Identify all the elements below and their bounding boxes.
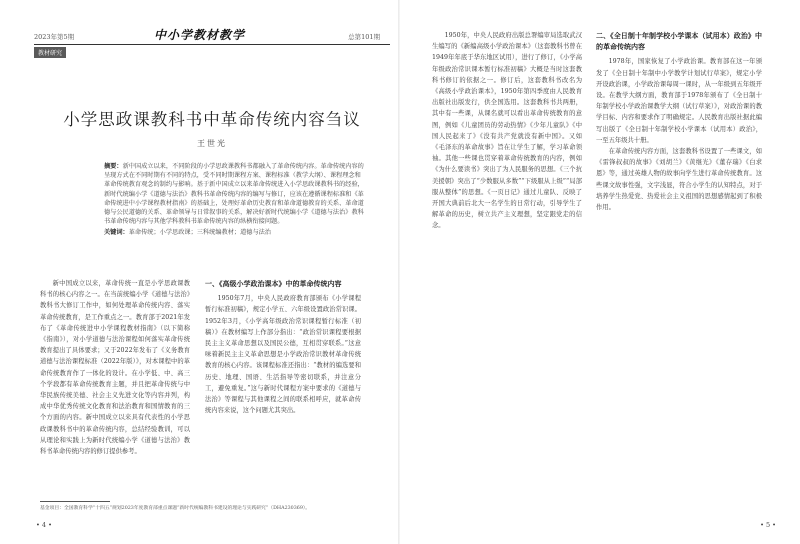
page-number-right: • 5 •	[760, 521, 776, 529]
article-title: 小学思政课教科书中革命传统内容刍议	[63, 110, 361, 129]
abstract-label: 摘要：	[104, 163, 123, 170]
keywords-text: 革命传统；小学思政课；三科统编教材；道德与法治	[128, 229, 272, 237]
right-page	[400, 0, 800, 544]
total-issue-label: 总第101期	[348, 33, 380, 41]
abstract-text: 新中国成立以来，不同阶段的小学思政课教科书都融入了革命传统内容。革命传统内容的呈现方式在不同时期有不同的特点，受不同时期课程方案、课程标准（教学大纲）、课程理念和革命传统教育观念的制约与影响。基于新中国成立以来革命传统进入小学思政课教科书的经验，新时代统编小学《道德与法治》教科书革命传统内容的编写与修订，应该在遵循课程标准和《革命传统进中小学课程教材指南》的基础上，处理好革命历史教育和革命道德教育的关系、革命道德与公民道德的关系、革命领导与日常叙事的关系，解决好新时代统编小学《道德与法治》教科书革命传统内容与其他学科教科书革命传统内容的纵横衔接问题。	[104, 163, 364, 226]
page-number-left: • 4 •	[36, 521, 52, 529]
body-paragraph: 1978年，国家恢复了小学政治课。教育部在这一年颁发了《全日制十年制中小学教学计划试行草案》，规定小学开设政治课，小学政治课每周一课时，从一年级到五年级开设。在教学大纲方面，教育部于1978年颁布了《全日制十年制学校小学政治课教学大纲（试行草案）》，对政治课的教学目标、内容和要求作了明确规定。人民教育出版社据此编写出版了《全日制十年制学校小学课本（试用本）政治》，一至五年级共十册。	[596, 58, 762, 144]
keywords-label: 关键词：	[104, 229, 129, 237]
left-column-1	[40, 278, 190, 457]
body-paragraph: 1950年7月，中央人民政府教育部颁布《小学课程暂行标准初稿》，规定小学五、六年级设置政治常识课。1952年3月，《小学高年级政治常识课程暂行标准（初稿）》在教材编写上作部分指出：“政治常识课程要根据民主主义革命思想以及国民公德，互相贯穿联系。”这意味着新民主主义革命思想是小学政治常识教材革命传统教育的核心内容。该课程标准还指出：“教材的编选要和历史、地理、国语、生活指导等密切联系，并注意分工，避免重复。”这与新时代课程方案中要求的《道德与法治》等课程与其他课程之间的联系相呼应，就革命传统内容来说，这个问题尤其突出。	[205, 295, 361, 415]
article-author: 王世光	[197, 139, 227, 148]
body-paragraph: 1950年，中央人民政府出版总署编审局选取武汉生编写的《新编高级小学政治课本》（这套教科书曾在1949年年底于华东地区试用），进行了修订，《小学高年级政治常识课本暂行标准初稿》大概是当时这套教科书修订的依据之一。修订后，这套教科书改名为《高级小学政治课本》，1950年第四季度由人民教育出版社出版发行，供全国选用。这套教科书共两册，其中有一些课，从课名就可以看出革命传统教育的意图，例如《儿童团员的劳动热情》《少年儿童队》《中国人民起来了》《没有共产党就没有新中国》。又如《毛泽东的革命故事》旨在让学生了解，学习革命领袖。其他一些课也贯穿着革命传统教育的内容，例如《为什么要读书》突出了为人民服务的思想。《三个抗美援朝》突出了“少数服从多数”“下级服从上级”“局部服从整体”的思想。《一页日记》通过儿童队、反映了开国大典前后北大一名学生的日常行动，引导学生了解革命的历史，树立共产主义理想，坚定跟党走的信念。	[432, 32, 582, 230]
journal-logo: 中小学教材教学	[154, 28, 246, 42]
body-paragraph: 新中国成立以来，革命传统一直是小学思政课教科书的核心内容之一。在当前统编小学《道德与法治》教科书大修订工作中，如何处理革命传统内容、落实革命传统教育，是工作重点之一。教育部于2021年发布了《革命传统进中小学课程教材指南》（以下简称《指南》），对小学道德与法治课程如何落实革命传统教育提出了具体要求；又于2022年发布了《义务教育道德与法治课程标准（2022年版）》，对本课程中的革命传统教育作了一体化的设计。在小学低、中、高三个学段都有革命传统教育主题，并且把革命传统与中华民族传统美德、社会主义先进文化等内容并列，构成中华优秀传统文化教育和法治教育和国情教育的三个方面的内容。新中国成立以来具有代表性的小学思政课教科书中的革命传统内容，总结经验教训，可以从理论和实践上为新时代统编小学《道德与法治》教科书革命传统内容的修订提供参考。	[40, 280, 190, 456]
section-heading-1: 一、《高级小学政治课本》中的革命传统内容	[205, 279, 342, 288]
abstract-block	[104, 162, 364, 238]
footnote: 基金项目：全国教育科学“十四五”规划2023年度教育部重点课题“新时代统编教科书建设的理论与实践研究”（DHA230369）。	[40, 506, 311, 511]
left-column-2	[205, 278, 361, 416]
body-paragraph: 在革命传统内容方面，这套教科书设置了一些课文，如《雷锋叔叔的故事》《刘胡兰》《黄继光》《董存瑞》《白求恩》等，通过英雄人物的故事向学生进行革命传统教育。这些课文故事性强，文字浅显，符合小学生的认知特点，对于培养学生热爱党、热爱社会主义祖国的思想感情起到了积极作用。	[596, 148, 762, 212]
right-column-2	[596, 30, 762, 213]
footnote-rule	[40, 501, 110, 502]
section-tag: 教材研究	[34, 47, 66, 58]
keywords-line	[104, 228, 364, 237]
right-column-1	[432, 30, 582, 232]
header-rule	[34, 44, 390, 45]
running-header	[34, 28, 390, 42]
section-heading-2: 二、《全日制十年制学校小学课本（试用本）政治》中的革命传统内容	[596, 31, 762, 52]
issue-label: 2023年第5期	[34, 33, 75, 41]
